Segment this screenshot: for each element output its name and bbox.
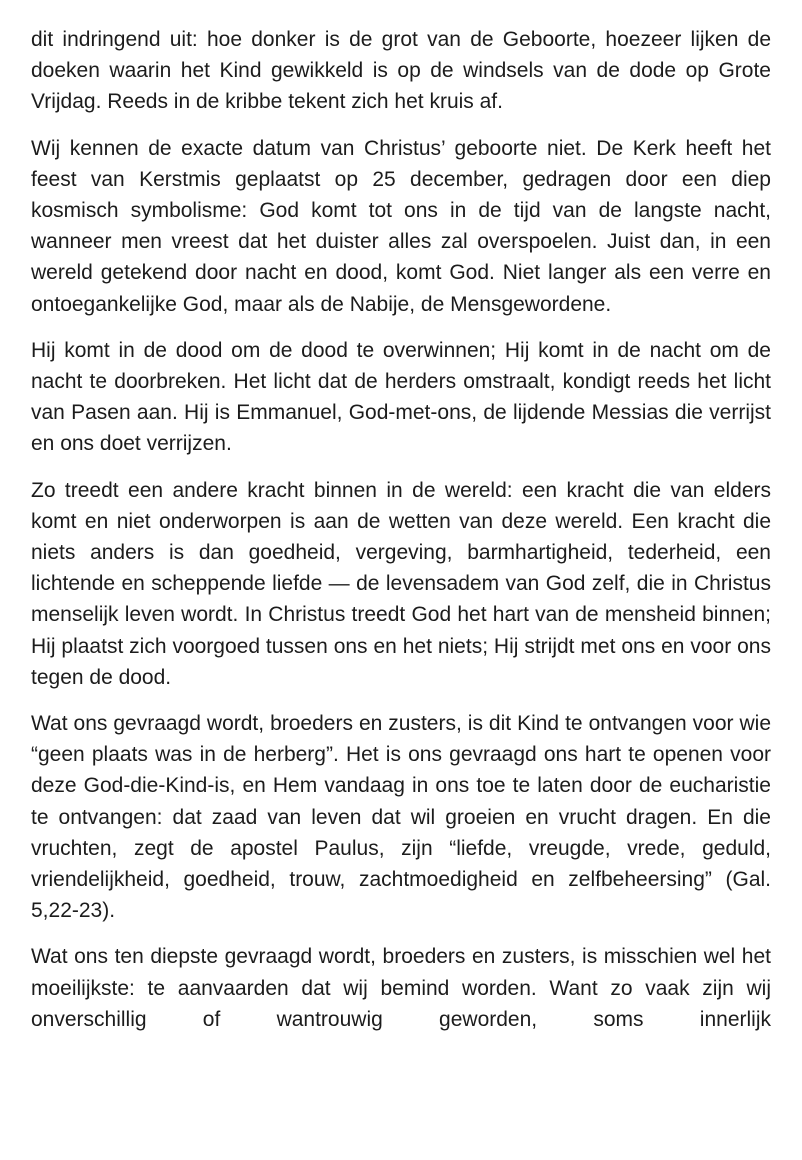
- paragraph-2: Wij kennen de exacte datum van Christus’ geboorte niet. De Kerk heeft het feest van Kerstmis geplaatst op 25 december, gedragen door een diep kosmisch symbolisme: God komt tot ons in de tijd van de langste nacht, wanneer men vreest dat het duister alles zal overspoelen. Juist dan, in een wereld getekend door nacht en dood, komt God. Niet langer als een verre en ontoegankelijke God, maar als de Nabije, de Mensgewordene.: [31, 136, 771, 316]
- paragraph-6: Wat ons ten diepste gevraagd wordt, broeders en zusters, is misschien wel het moeilijkste: te aanvaarden dat wij bemind worden. Want zo vaak zijn wij onverschillig of wantrouwig geworden, soms innerlijk: [31, 945, 771, 1031]
- document-body: [31, 24, 771, 1035]
- paragraph-5: Wat ons gevraagd wordt, broeders en zusters, is dit Kind te ontvangen voor wie “geen plaats was in de herberg”. Het is ons gevraagd ons hart te openen voor deze God-die-Kind-is, en Hem vandaag in ons toe te laten door de eucharistie te ontvangen: dat zaad van leven dat wil groeien en vrucht dragen. En die vruchten, zegt de apostel Paulus, zijn “liefde, vreugde, vrede, geduld, vriendelijkheid, goedheid, trouw, zachtmoedigheid en zelfbeheersing” (Gal. 5,22-23).: [31, 712, 771, 923]
- paragraph-3: Hij komt in de dood om de dood te overwinnen; Hij komt in de nacht om de nacht te doorbreken. Het licht dat de herders omstraalt, kondigt reeds het licht van Pasen aan. Hij is Emmanuel, God-met-ons, de lijdende Messias die verrijst en ons doet verrijzen.: [31, 338, 771, 456]
- paragraph-4: Zo treedt een andere kracht binnen in de wereld: een kracht die van elders komt en niet onderworpen is aan de wetten van deze wereld. Een kracht die niets anders is dan goedheid, vergeving, barmhartigheid, tederheid, een lichtende en scheppende liefde — de levensadem van God zelf, die in Christus menselijk leven wordt. In Christus treedt God het hart van de mensheid binnen; Hij plaatst zich voorgoed tussen ons en het niets; Hij strijdt met ons en voor ons tegen de dood.: [31, 478, 771, 689]
- paragraph-1: dit indringend uit: hoe donker is de grot van de Geboorte, hoezeer lijken de doeken waarin het Kind gewikkeld is op de windsels van de dode op Grote Vrijdag. Reeds in de kribbe tekent zich het kruis af.: [31, 28, 771, 114]
